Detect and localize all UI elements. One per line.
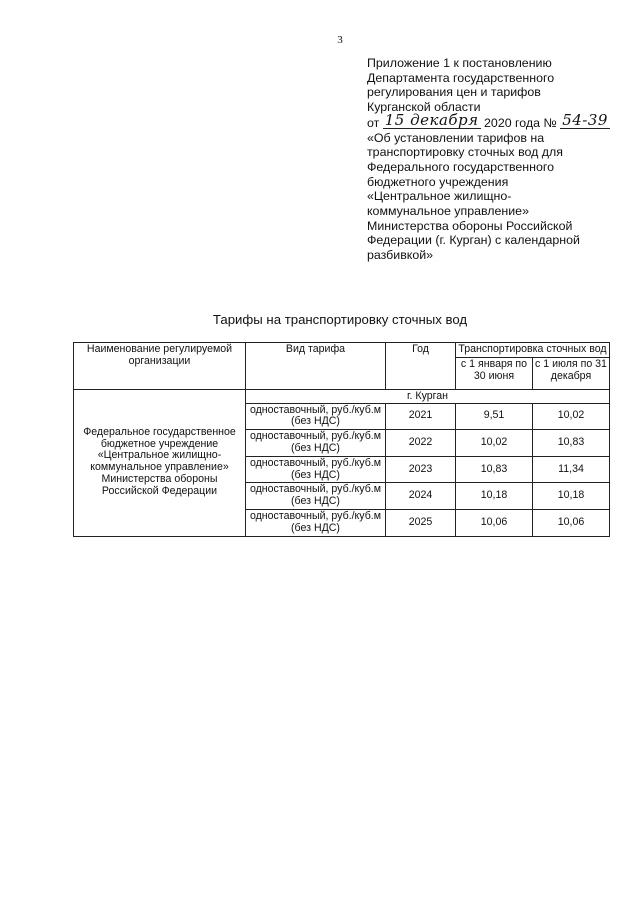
value-cell: 10,83	[533, 430, 610, 457]
header-year: Год	[386, 343, 456, 390]
table-row	[74, 389, 610, 403]
appendix-block	[367, 56, 617, 263]
appendix-line: регулирования цен и тарифов	[367, 85, 541, 100]
value-cell: 10,06	[456, 509, 533, 536]
header-period-1: с 1 января по 30 июня	[456, 357, 533, 389]
date-prefix: от	[367, 115, 380, 130]
appendix-subject-line: Федерального государственного	[367, 159, 554, 174]
appendix-subject-line: транспортировку сточных вод для	[367, 145, 563, 160]
year-cell: 2024	[386, 483, 456, 510]
handwritten-date: 15 декабря	[384, 110, 479, 129]
appendix-line: Курганской области	[367, 100, 481, 115]
appendix-line: Приложение 1 к постановлению	[367, 56, 552, 70]
appendix-date-line	[367, 110, 617, 131]
year-cell: 2022	[386, 430, 456, 457]
year-number-label: 2020 года №	[484, 115, 557, 130]
header-tariff-type: Вид тарифа	[246, 343, 386, 390]
handwritten-number: 54-39	[562, 110, 608, 129]
appendix-subject-line: разбивкой»	[367, 248, 434, 263]
tariff-cell: одноставочный, руб./куб.м (без НДС)	[246, 456, 386, 483]
appendix-subject-line: «Центральное жилищно-	[367, 189, 512, 204]
value-cell: 10,83	[456, 456, 533, 483]
tariff-cell: одноставочный, руб./куб.м (без НДС)	[246, 430, 386, 457]
organization-cell: Федеральное государственное бюджетное учреждение «Центральное жилищно-коммунальное управление» Министерства обороны Российской Федерации	[74, 389, 246, 536]
value-cell: 10,18	[456, 483, 533, 510]
value-cell: 11,34	[533, 456, 610, 483]
tariff-table	[73, 342, 610, 537]
table-header-row	[74, 343, 610, 358]
value-cell: 9,51	[456, 403, 533, 430]
appendix-subject-line: коммунальное управление»	[367, 204, 529, 219]
tariff-cell: одноставочный, руб./куб.м (без НДС)	[246, 483, 386, 510]
value-cell: 10,18	[533, 483, 610, 510]
page-number: 3	[337, 34, 343, 46]
city-cell: г. Курган	[246, 389, 610, 403]
tariff-cell: одноставочный, руб./куб.м (без НДС)	[246, 509, 386, 536]
appendix-subject-line: Федерации (г. Курган) с календарной	[367, 233, 580, 248]
appendix-subject-line: Министерства обороны Российской	[367, 218, 573, 233]
appendix-subject-line: «Об установлении тарифов на	[367, 130, 545, 145]
tariff-cell: одноставочный, руб./куб.м (без НДС)	[246, 403, 386, 430]
header-organization: Наименование регулируемой организации	[74, 343, 246, 390]
appendix-subject-line: бюджетного учреждения	[367, 174, 509, 189]
year-cell: 2021	[386, 403, 456, 430]
year-cell: 2023	[386, 456, 456, 483]
header-transport-group: Транспортировка сточных вод	[456, 343, 610, 358]
value-cell: 10,06	[533, 509, 610, 536]
document-title: Тарифы на транспортировку сточных вод	[212, 312, 468, 327]
value-cell: 10,02	[456, 430, 533, 457]
value-cell: 10,02	[533, 403, 610, 430]
header-period-2: с 1 июля по 31 декабря	[533, 357, 610, 389]
year-cell: 2025	[386, 509, 456, 536]
appendix-line: Департамента государственного	[367, 70, 555, 85]
